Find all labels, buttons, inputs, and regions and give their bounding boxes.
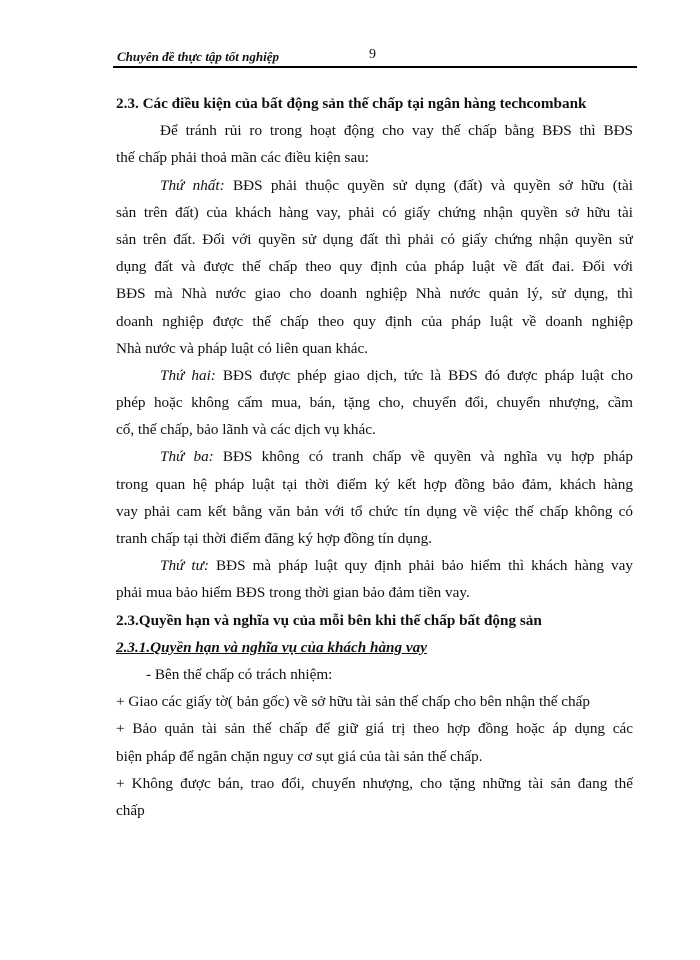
text-segment: Thứ ba: [160, 448, 214, 466]
text-line [116, 715, 633, 742]
text-segment: sản trên đất. Đối với quyền sử dụng đất thì phải có giấy chứng nhận quyền sử [116, 230, 633, 248]
text-line [116, 498, 633, 525]
text-line [116, 607, 633, 634]
text-line [116, 362, 633, 389]
text-line [116, 661, 633, 688]
text-line [116, 335, 633, 362]
text-line [116, 552, 633, 579]
text-line [116, 525, 633, 552]
text-line [116, 634, 633, 661]
text-segment: biện pháp để ngăn chặn nguy cơ sụt giá của tài sản thế chấp. [116, 747, 483, 765]
text-segment: Nhà nước và pháp luật có liên quan khác. [116, 339, 369, 357]
text-segment: + Giao các giấy tờ( bản gốc) về sở hữu tài sản thế chấp cho bên nhận thế chấp [116, 693, 590, 711]
text-segment: dụng đất và được thế chấp theo quy định của pháp luật về đất đai. Đối với [116, 258, 633, 276]
text-segment: BĐS được phép giao dịch, tức là BĐS đó được pháp luật cho [215, 366, 633, 384]
header-rule [113, 66, 637, 68]
text-segment: 2.3.Quyền hạn và nghĩa vụ của mỗi bên khi thế chấp bất động sản [116, 611, 542, 629]
text-line [116, 688, 633, 715]
text-segment: tranh chấp tại thời điểm đăng ký hợp đồng tín dụng. [116, 530, 432, 547]
text-line [116, 253, 633, 280]
text-line [116, 743, 633, 770]
text-segment: - Bên thế chấp có trách nhiệm: [146, 665, 333, 683]
text-line [116, 797, 633, 824]
page-header [113, 46, 637, 66]
text-segment: 2.3. Các điều kiện của bất động sản thế chấp tại ngân hàng techcombank [116, 95, 587, 112]
text-line [116, 471, 633, 498]
text-segment: trong quan hệ pháp luật tại thời điểm ký kết hợp đồng bảo đảm, khách hàng [116, 475, 633, 493]
text-segment: Thứ nhất: [160, 176, 225, 194]
text-segment: + Bảo quản tài sản thế chấp để giữ giá trị theo hợp đồng hoặc áp dụng các [116, 720, 633, 738]
text-line [116, 443, 633, 470]
text-line [116, 389, 633, 416]
text-segment: Để tránh rủi ro trong hoạt động cho vay thế chấp bằng BĐS thì BĐS [160, 122, 633, 140]
text-segment: phép hoặc không cấm mua, bán, tặng cho, chuyển đổi, chuyển nhượng, cầm [116, 394, 633, 412]
text-segment: thế chấp phải thoả mãn các điều kiện sau: [116, 149, 370, 167]
document-body [116, 90, 633, 824]
text-segment: BĐS mà Nhà nước giao cho doanh nghiệp Nhà nước quản lý, sử dụng, thì [116, 285, 633, 303]
text-segment: Thứ tư: [160, 557, 209, 575]
page-number: 9 [369, 47, 376, 62]
text-line [116, 144, 633, 171]
text-segment: BĐS mà pháp luật quy định phải bảo hiểm thì khách hàng vay [208, 557, 633, 575]
text-segment: BĐS không có tranh chấp về quyền và nghĩa vụ hợp pháp [213, 448, 633, 466]
text-segment: 2.3.1.Quyền hạn và nghĩa vụ của khách hàng vay [116, 638, 427, 656]
text-segment: doanh nghiệp được thế chấp theo quy định của pháp luật về doanh nghiệp [116, 312, 633, 330]
text-line [116, 280, 633, 307]
header-title: Chuyên đề thực tập tốt nghiệp [117, 49, 279, 64]
text-segment: Thứ hai: [160, 366, 216, 384]
text-line [116, 90, 633, 117]
text-segment: + Không được bán, trao đổi, chuyển nhượng, cho tặng những tài sản đang thế [116, 774, 633, 792]
text-segment: BĐS phải thuộc quyền sử dụng (đất) và quyền sở hữu (tài [224, 176, 633, 194]
text-line [116, 579, 633, 606]
text-segment: sản trên đất) của khách hàng vay, phải có giấy chứng nhận quyền sở hữu tài [116, 203, 633, 221]
text-segment: cố, thế chấp, bảo lãnh và các dịch vụ khác. [116, 421, 376, 439]
text-line [116, 199, 633, 226]
text-line [116, 117, 633, 144]
text-line [116, 226, 633, 253]
text-line [116, 308, 633, 335]
text-segment: phải mua bảo hiểm BĐS trong thời gian bảo đảm tiền vay. [116, 584, 470, 602]
text-segment: chấp [116, 801, 145, 819]
text-segment: vay phải cam kết bằng văn bản với tổ chức tín dụng về việc thế chấp không có [116, 502, 633, 520]
text-line [116, 770, 633, 797]
text-line [116, 416, 633, 443]
text-line [116, 172, 633, 199]
